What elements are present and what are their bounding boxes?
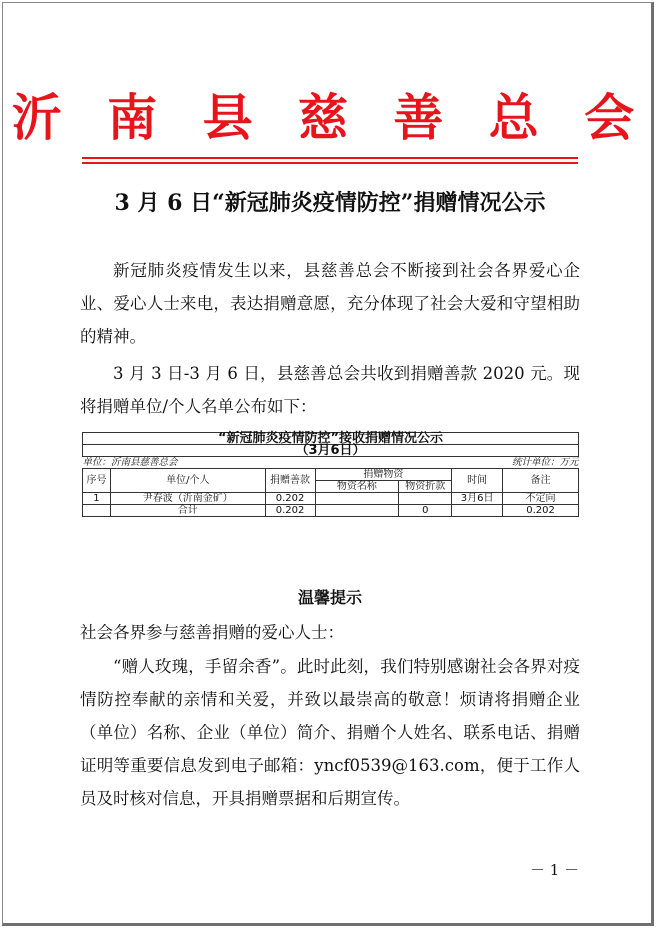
intro-paragraph: 新冠肺炎疫情发生以来，县慈善总会不断接到社会各界爱心企业、爱心人士来电，表达捐赠意愿，充分体现了社会大爱和守望相助的精神。	[80, 261, 580, 346]
donation-table	[82, 432, 579, 517]
table-unit-left: 单位：沂南县慈善总会	[82, 457, 178, 468]
row-no: 1	[83, 493, 111, 505]
row-goods-value	[399, 493, 452, 505]
total-date	[452, 505, 503, 517]
document-title: 3 月 6 日“新冠肺炎疫情防控”捐赠情况公示	[114, 190, 546, 216]
header-date: 时间	[452, 469, 503, 493]
row-date: 3月6日	[452, 493, 503, 505]
red-rule-bottom	[82, 162, 578, 164]
total-goods-value: 0	[399, 505, 452, 517]
tips-paragraph: “赠人玫瑰，手留余香”。此时此刻，我们特别感谢社会各界对疫情防控奉献的亲情和关爱，并致以最崇高的敬意！烦请将捐赠企业（单位）名称、企业（单位）简介、捐赠个人姓名、联系电话、捐赠证明等重要信息发到电子邮箱：yncf0539@163.com，便于工作人员及时核对信息，开具捐赠票据和后期宣传。	[80, 657, 580, 808]
tips-greeting: 社会各界参与慈善捐赠的爱心人士：	[80, 623, 344, 642]
table-subtitle: （3月6日）	[83, 445, 579, 457]
total-note: 0.202	[503, 505, 579, 517]
header-goods-value: 物资折款	[399, 481, 452, 493]
header-donor: 单位/个人	[110, 469, 265, 493]
tips-title: 温馨提示	[297, 588, 362, 607]
summary-paragraph: 3 月 3 日-3 月 6 日，县慈善总会共收到捐赠善款 2020 元。现将捐赠单位/个人名单公布如下：	[80, 364, 580, 416]
page-number: － 1 －	[530, 861, 580, 879]
row-note: 不定向	[503, 493, 579, 505]
header-cash: 捐赠善款	[265, 469, 315, 493]
table-row	[83, 493, 579, 505]
header-goods-name: 物资名称	[315, 481, 399, 493]
total-no-cell	[83, 505, 111, 517]
total-goods-name	[315, 505, 399, 517]
red-rule-top	[82, 157, 578, 159]
row-donor: 尹春波（沂南金矿）	[110, 493, 265, 505]
header-goods: 捐赠物资	[315, 469, 452, 481]
header-no: 序号	[83, 469, 111, 493]
total-row	[83, 505, 579, 517]
total-label: 合计	[110, 505, 265, 517]
row-cash: 0.202	[265, 493, 315, 505]
row-goods-name	[315, 493, 399, 505]
table-unit-right: 统计单位：万元	[511, 457, 579, 468]
header-note: 备注	[503, 469, 579, 493]
table-title: “新冠肺炎疫情防控”接收捐赠情况公示	[83, 433, 579, 445]
org-name-heading: 沂 南 县 慈 善 总 会	[11, 88, 649, 147]
total-cash: 0.202	[265, 505, 315, 517]
